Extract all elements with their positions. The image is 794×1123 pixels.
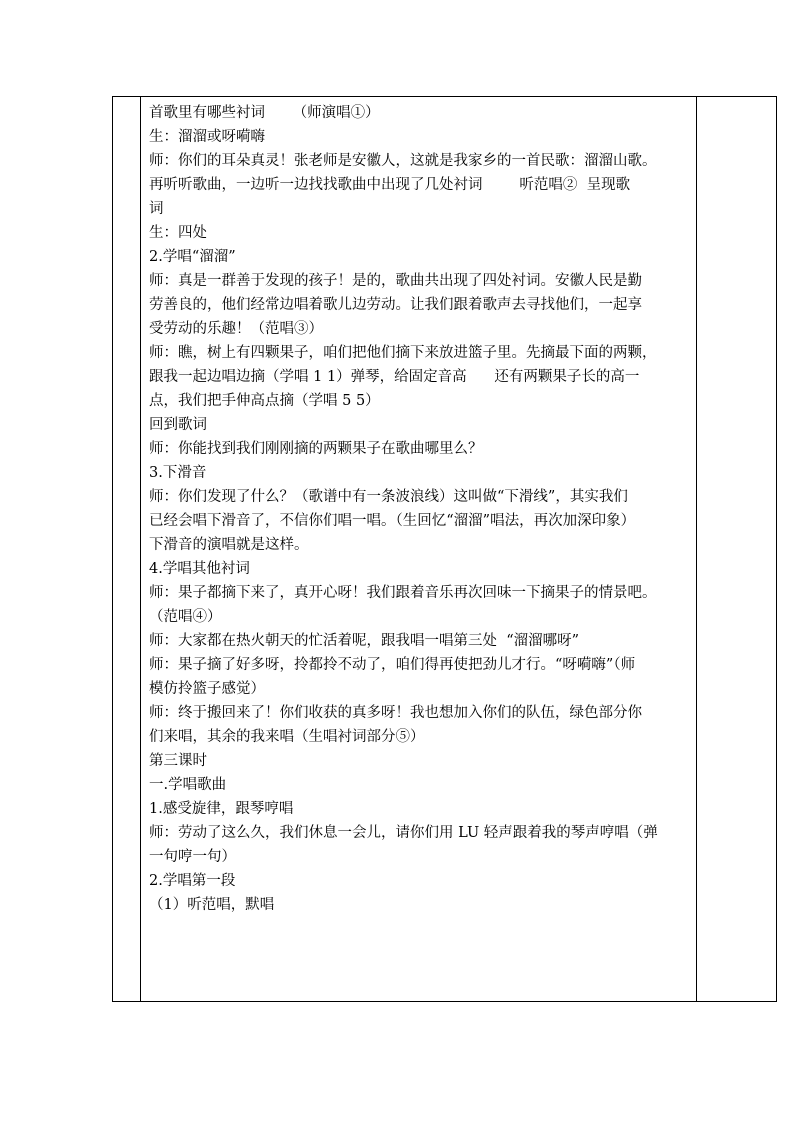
text-line: 首歌里有哪些衬词 （师演唱①）	[149, 105, 380, 121]
lesson-table	[112, 96, 777, 1002]
text-line: 们来唱，其余的我来唱（生唱衬词部分⑤）	[149, 729, 425, 745]
text-line: （1）听范唱，默唱	[149, 897, 275, 913]
section-heading: 2.学唱第一段	[149, 873, 236, 889]
lesson-content	[149, 101, 697, 917]
section-heading: 2.学唱“溜溜”	[149, 249, 236, 265]
text-line: 师：你能找到我们刚刚摘的两颗果子在歌曲哪里么？	[149, 441, 483, 457]
text-line: 师：劳动了这么久，我们休息一会儿，请你们用 LU 轻声跟着我的琴声哼唱（弹	[149, 825, 658, 841]
text-line: 回到歌词	[149, 417, 207, 433]
text-line: 受劳动的乐趣！（范唱③）	[149, 321, 323, 337]
text-line: 师：终于搬回来了！你们收获的真多呀！我也想加入你们的队伍，绿色部分你	[149, 705, 642, 721]
text-line: （范唱④）	[149, 609, 222, 625]
text-line: 一句哼一句）	[149, 849, 236, 865]
text-line: 再听听歌曲，一边听一边找找歌曲中出现了几处衬词 听范唱② 呈现歌	[149, 177, 631, 193]
section-heading: 3.下滑音	[149, 465, 207, 481]
text-line: 词	[149, 201, 164, 217]
text-line: 模仿拎篮子感觉）	[149, 681, 265, 697]
table-right-column	[696, 97, 776, 1001]
text-line: 师：真是一群善于发现的孩子！是的，歌曲共出现了四处衬词。安徽人民是勤	[149, 273, 642, 289]
text-line: 师：果子摘了好多呀，拎都拎不动了，咱们得再使把劲儿才行。“呀嗬嗨”（师	[149, 657, 636, 673]
text-line: 师：果子都摘下来了，真开心呀！我们跟着音乐再次回味一下摘果子的情景吧。	[149, 585, 657, 601]
text-line: 点，我们把手伸高点摘（学唱 5 5）	[149, 393, 380, 409]
text-line: 师：你们发现了什么？（歌谱中有一条波浪线）这叫做“下滑线”，其实我们	[149, 489, 628, 505]
text-line: 下滑音的演唱就是这样。	[149, 537, 309, 553]
text-line: 师：瞧，树上有四颗果子，咱们把他们摘下来放进篮子里。先摘最下面的两颗，	[149, 345, 657, 361]
text-line: 劳善良的，他们经常边唱着歌儿边劳动。让我们跟着歌声去寻找他们，一起享	[149, 297, 642, 313]
text-line: 师：你们的耳朵真灵！张老师是安徽人，这就是我家乡的一首民歌：溜溜山歌。	[149, 153, 657, 169]
text-line: 已经会唱下滑音了，不信你们唱一唱。（生回忆“溜溜”唱法，再次加深印象）	[149, 513, 636, 529]
text-line: 师：大家都在热火朝天的忙活着呢，跟我唱一唱第三处 “溜溜哪呀”	[149, 633, 580, 649]
table-left-column	[113, 97, 141, 1001]
section-heading: 第三课时	[149, 753, 207, 769]
text-line: 生：四处	[149, 225, 207, 241]
section-heading: 1.感受旋律，跟琴哼唱	[149, 801, 294, 817]
section-heading: 4.学唱其他衬词	[149, 561, 250, 577]
text-line: 跟我一起边唱边摘（学唱 1 1）弹琴，给固定音高 还有两颗果子长的高一	[149, 369, 640, 385]
text-line: 生：溜溜或呀嗬嗨	[149, 129, 265, 145]
section-heading: 一.学唱歌曲	[149, 777, 227, 793]
